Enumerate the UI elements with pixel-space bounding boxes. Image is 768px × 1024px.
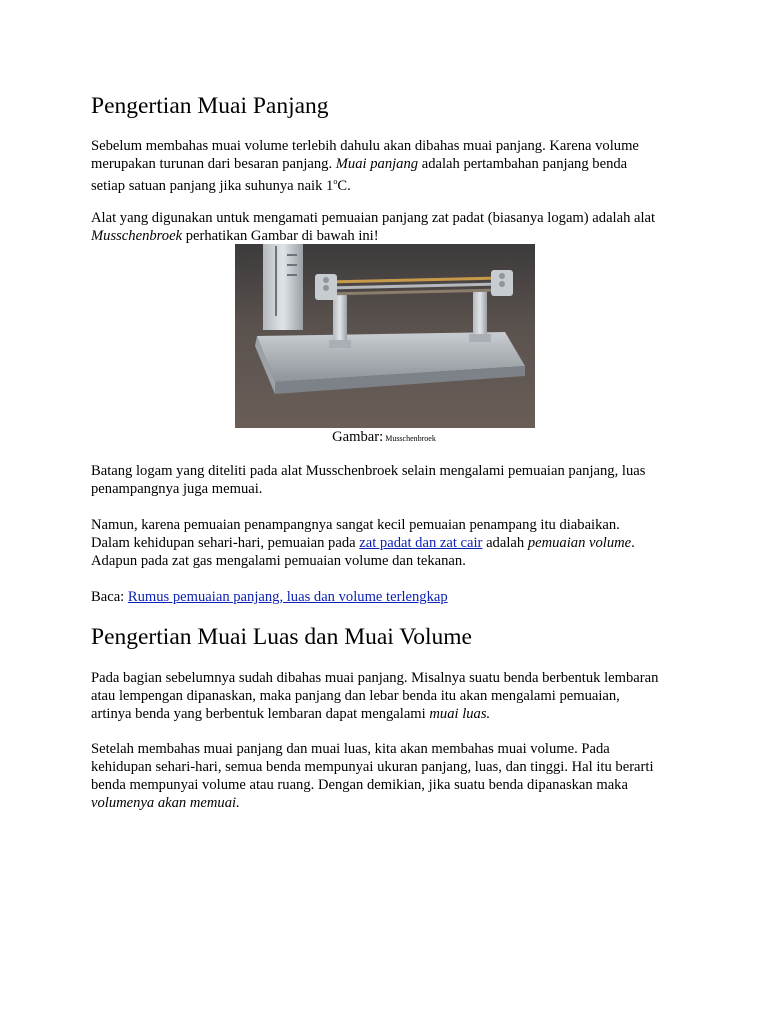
paragraph-baca: Baca: Rumus pemuaian panjang, luas dan volume terlengkap bbox=[91, 589, 448, 605]
paragraph-intro: Sebelum membahas muai volume terlebih dahulu akan dibahas muai panjang. Karena volume merupakan turunan dari besaran panjang. Muai panjang adalah pertambahan panjang benda setiap satuan panjang jika suhunya naik 1$^o$C. bbox=[91, 138, 639, 194]
paragraph-muai-luas: Pada bagian sebelumnya sudah dibahas muai panjang. Misalnya suatu benda berbentuk lembaran atau lempengan dipanaskan, maka panjang dan lebar benda itu akan mengalami pemuaian, artinya benda yang berbentuk lembaran dapat mengalami muai luas. bbox=[91, 670, 659, 722]
musschenbroek-photo bbox=[235, 244, 535, 428]
heading-muai-panjang: Pengertian Muai Panjang bbox=[91, 93, 329, 119]
paragraph-batang-logam: Batang logam yang diteliti pada alat Musschenbroek selain mengalami pemuaian panjang, luas penampangnya juga memuai. bbox=[91, 463, 646, 497]
figure-caption: Gambar: Musschenbroek bbox=[332, 429, 436, 445]
paragraph-muai-volume: Setelah membahas muai panjang dan muai luas, kita akan membahas muai volume. Pada kehidupan sehari-hari, semua benda mempunyai ukuran panjang, luas, dan tinggi. Hal itu berarti benda mempunyai volume atau ruang. Dengan demikian, jika suatu benda dipanaskan maka volumenya akan memuai. bbox=[91, 741, 654, 811]
link-rumus-pemuaian[interactable]: Rumus pemuaian panjang, luas dan volume terlengkap bbox=[127, 589, 448, 605]
paragraph-namun: Namun, karena pemuaian penampangnya sangat kecil pemuaian penampang itu diabaikan. Dalam kehidupan sehari-hari, pemuaian pada zat padat dan zat cair adalah pemuaian volume. Adapun pada zat gas mengalami pemuaian volume dan tekanan. bbox=[91, 517, 635, 569]
term-musschenbroek: Musschenbroek bbox=[91, 228, 183, 244]
paragraph-alat: Alat yang digunakan untuk mengamati pemuaian panjang zat padat (biasanya logam) adalah alat Musschenbroek perhatikan Gambar di bawah ini! bbox=[91, 210, 656, 244]
term-muai-luas: muai luas. bbox=[429, 706, 491, 722]
term-muai-panjang: Muai panjang bbox=[335, 156, 419, 172]
term-pemuaian-volume: pemuaian volume bbox=[527, 535, 632, 551]
musschenbroek-illustration bbox=[235, 244, 535, 428]
link-zat-padat-cair[interactable]: zat padat dan zat cair bbox=[359, 535, 483, 551]
term-volume-memuai: volumenya akan memuai. bbox=[91, 795, 240, 811]
heading-muai-luas-volume: Pengertian Muai Luas dan Muai Volume bbox=[91, 624, 472, 650]
